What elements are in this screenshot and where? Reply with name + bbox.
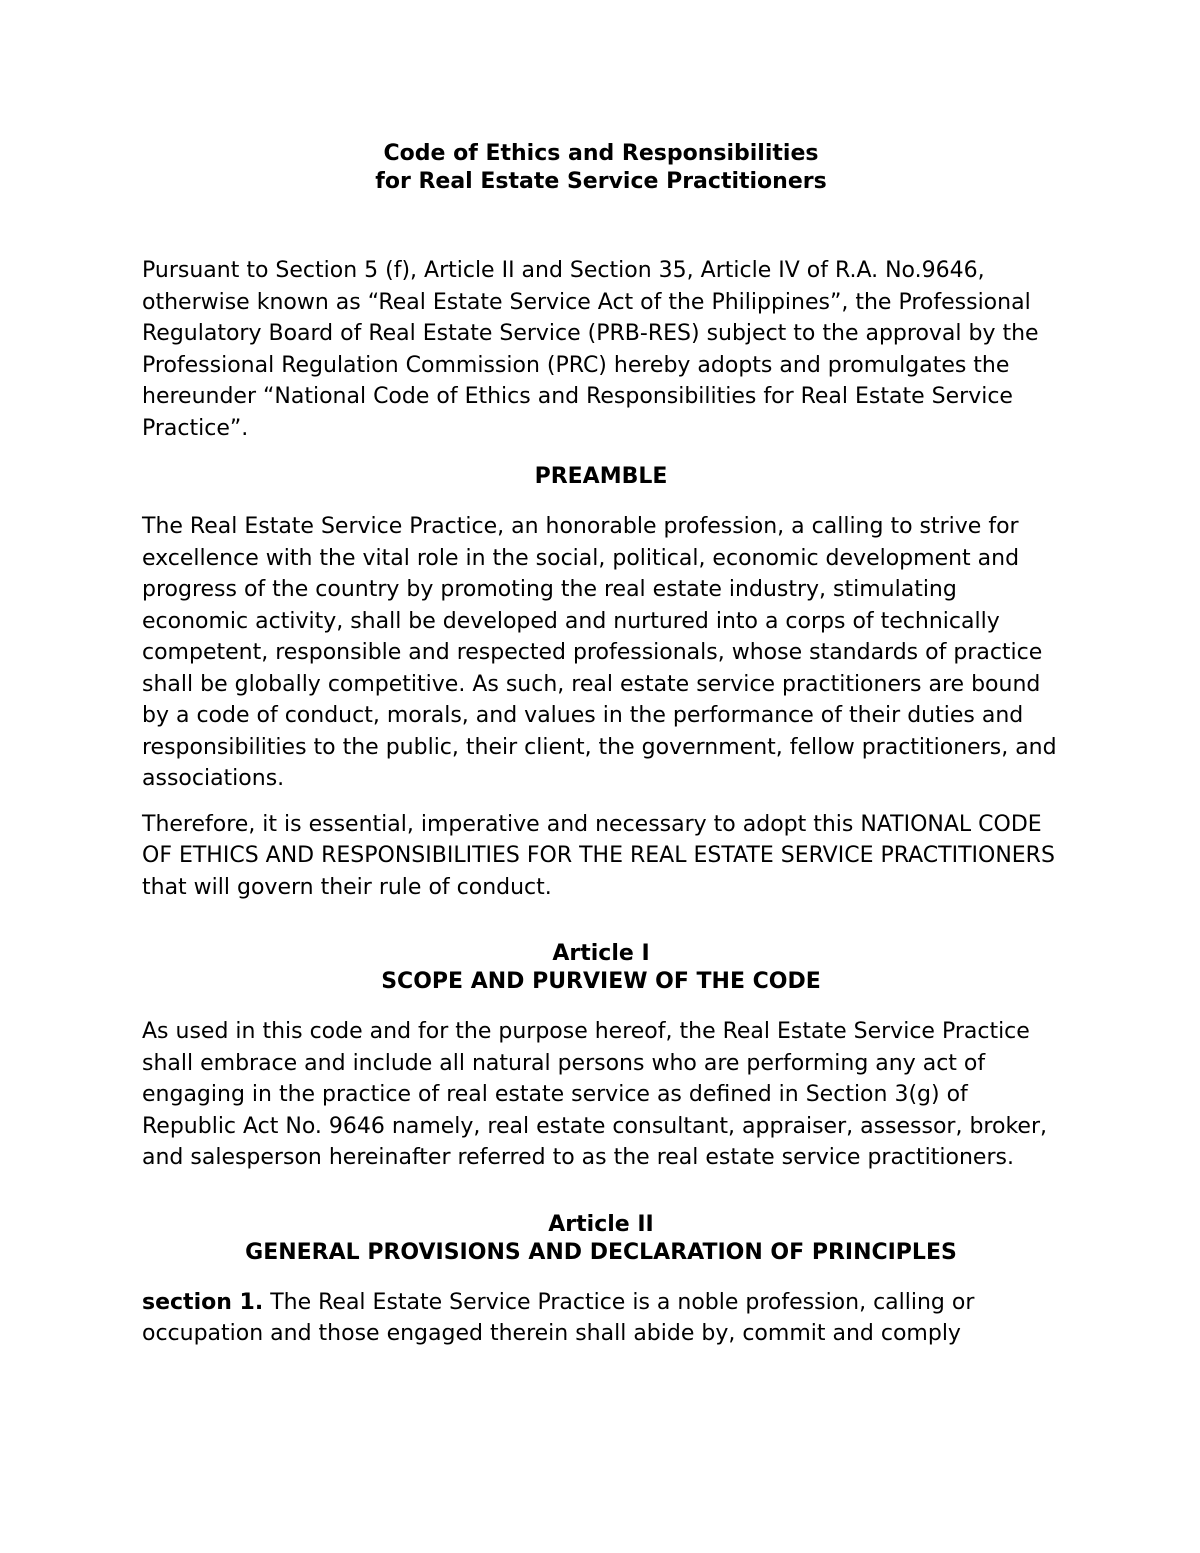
article-2-title: GENERAL PROVISIONS AND DECLARATION OF PRINCIPLES: [245, 1239, 957, 1265]
document-content: [142, 140, 1060, 1350]
article-1-heading: [142, 940, 1060, 996]
article-1-title: SCOPE AND PURVIEW OF THE CODE: [381, 969, 821, 994]
intro-paragraph: Pursuant to Section 5 (f), Article II and Section 35, Article IV of R.A. No.9646, otherwise known as “Real Estate Service Act of the Philippines”, the Professional Regulatory Board of Real Estate Service (PRB-RES) subject to the approval by the Professional Regulation Commission (PRC) hereby adopts and promulgates the hereunder “National Code of Ethics and Responsibilities for Real Estate Service Practice”.: [142, 258, 1039, 441]
section-1-label: section 1.: [142, 1289, 264, 1315]
preamble-paragraph-2: Therefore, it is essential, imperative and necessary to adopt this NATIONAL CODE OF ETHICS AND RESPONSIBILITIES FOR THE REAL ESTATE SERVICE PRACTITIONERS that will govern their rule of conduct.: [142, 811, 1055, 900]
section-1-text: The Real Estate Service Practice is a noble profession, calling or occupation and those engaged therein shall abide by, commit and comply: [142, 1289, 975, 1346]
article-2-number: Article II: [548, 1211, 654, 1237]
title-line-2: for Real Estate Service Practitioners: [375, 169, 827, 194]
title-line-1: Code of Ethics and Responsibilities: [383, 141, 819, 166]
document-title: [142, 140, 1060, 196]
preamble-heading: PREAMBLE: [534, 464, 668, 489]
article-1-paragraph: As used in this code and for the purpose hereof, the Real Estate Service Practice shall embrace and include all natural persons who are performing any act of engaging in the practice of real estate service as defined in Section 3(g) of Republic Act No. 9646 namely, real estate consultant, appraiser, assessor, broker, and salesperson hereinafter referred to as the real estate service practitioners.: [142, 1019, 1047, 1170]
article-2-section-1: [142, 1287, 1060, 1350]
article-2-heading: [142, 1211, 1060, 1267]
article-1-number: Article I: [552, 941, 650, 966]
preamble-paragraph-1: The Real Estate Service Practice, an honorable profession, a calling to strive for excellence with the vital role in the social, political, economic development and progress of the country by promoting the real estate industry, stimulating economic activity, shall be developed and nurtured into a corps of technically competent, responsible and respected professionals, whose standards of practice shall be globally competitive. As such, real estate service practitioners are bound by a code of conduct, morals, and values in the performance of their duties and responsibilities to the public, their client, the government, fellow practitioners, and associations.: [142, 514, 1057, 791]
